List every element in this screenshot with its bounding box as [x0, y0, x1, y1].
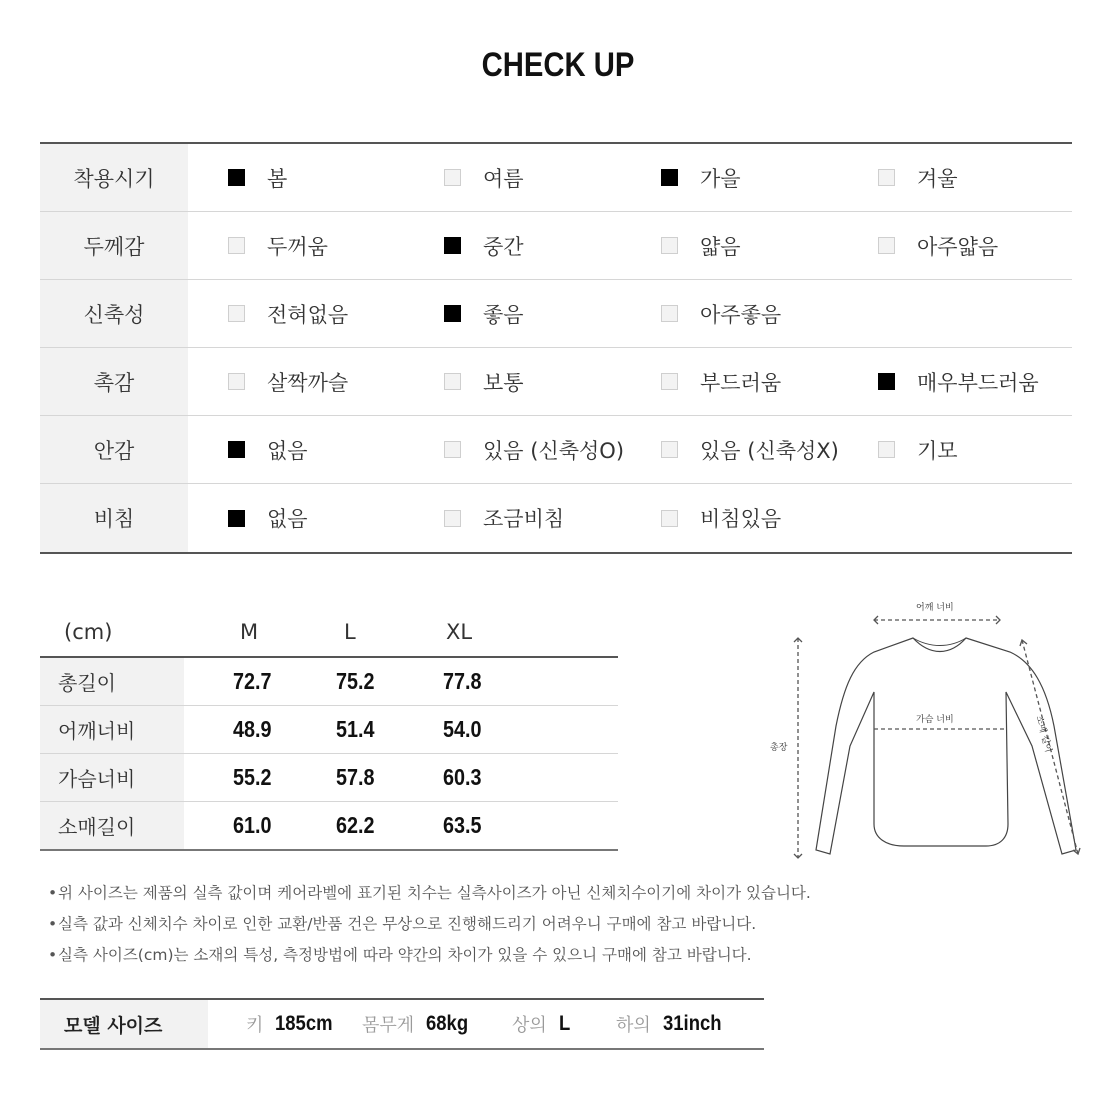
check-option: 좋음: [444, 280, 524, 347]
shoulder-width-label: 어깨 너비: [916, 603, 954, 613]
model-bottom-size: 하의 31inch: [616, 1012, 722, 1036]
size-row: [40, 706, 618, 754]
checked-box-icon: [444, 305, 461, 322]
total-length-label: 총장: [770, 743, 788, 753]
size-value: 61.0: [233, 812, 272, 838]
checked-box-icon: [228, 169, 245, 186]
model-height: 키 185cm: [246, 1012, 333, 1036]
check-row-elasticity: [40, 280, 1072, 348]
check-row-label: 촉감: [40, 348, 188, 415]
check-option: 얇음: [661, 212, 741, 279]
check-option: 아주얇음: [878, 212, 998, 279]
unchecked-box-icon: [444, 441, 461, 458]
unchecked-box-icon: [661, 510, 678, 527]
chest-width-label: 가슴 너비: [916, 715, 954, 725]
unchecked-box-icon: [444, 510, 461, 527]
size-row-label: 소매길이: [40, 802, 184, 849]
checked-box-icon: [444, 237, 461, 254]
note-item: •위 사이즈는 제품의 실측 값이며 케어라벨에 표기된 치수는 실측사이즈가 아닌 신체치수이기에 차이가 있습니다.: [48, 884, 811, 902]
size-value: 63.5: [443, 812, 482, 838]
unchecked-box-icon: [661, 373, 678, 390]
size-value: 55.2: [233, 764, 272, 790]
model-size-label: 모델 사이즈: [40, 1000, 208, 1048]
check-option: 두꺼움: [228, 212, 328, 279]
unchecked-box-icon: [661, 441, 678, 458]
check-option: 보통: [444, 348, 524, 415]
checked-box-icon: [228, 441, 245, 458]
size-row: [40, 754, 618, 802]
garment-diagram: [770, 596, 1090, 900]
check-row-texture: [40, 348, 1072, 416]
checked-box-icon: [878, 373, 895, 390]
check-option: 있음 (신축성O): [444, 416, 624, 483]
notes-list: [48, 878, 811, 971]
check-row-sheerness: [40, 484, 1072, 552]
check-option: 살짝까슬: [228, 348, 348, 415]
unchecked-box-icon: [878, 169, 895, 186]
size-value: 48.9: [233, 716, 272, 742]
size-row: [40, 802, 618, 851]
check-option: 조금비침: [444, 484, 564, 552]
note-item: •실측 사이즈(cm)는 소재의 특성, 측정방법에 따라 약간의 차이가 있을 수 있으니 구매에 참고 바랍니다.: [48, 946, 752, 964]
size-table-header: [40, 606, 618, 658]
check-option: 가을: [661, 144, 741, 211]
check-option: 있음 (신축성X): [661, 416, 839, 483]
unchecked-box-icon: [228, 305, 245, 322]
check-row-season: [40, 144, 1072, 212]
check-table: [40, 142, 1072, 554]
unchecked-box-icon: [228, 237, 245, 254]
check-row-label: 신축성: [40, 280, 188, 347]
size-value: 62.2: [336, 812, 375, 838]
check-option: 겨울: [878, 144, 958, 211]
size-table: [40, 606, 618, 851]
size-value: 75.2: [336, 668, 375, 694]
check-option: 기모: [878, 416, 958, 483]
unchecked-box-icon: [661, 305, 678, 322]
check-option: 봄: [228, 144, 287, 211]
size-value: 72.7: [233, 668, 272, 694]
check-option: 매우부드러움: [878, 348, 1039, 415]
size-value: 77.8: [443, 668, 482, 694]
size-value: 57.8: [336, 764, 375, 790]
size-row-label: 가슴너비: [40, 754, 184, 801]
check-row-label: 두께감: [40, 212, 188, 279]
sleeve-length-label: 소매 길이: [1033, 714, 1053, 754]
model-size-table: [40, 998, 764, 1050]
size-column-m: M: [240, 620, 259, 644]
note-item: •실측 값과 신체치수 차이로 인한 교환/반품 건은 무상으로 진행해드리기 어려우니 구매에 참고 바랍니다.: [48, 915, 757, 933]
check-row-thickness: [40, 212, 1072, 280]
size-value: 51.4: [336, 716, 375, 742]
unchecked-box-icon: [878, 237, 895, 254]
check-option: 전혀없음: [228, 280, 348, 347]
size-column-xl: XL: [446, 620, 473, 644]
unchecked-box-icon: [444, 169, 461, 186]
page-title: CHECK UP: [481, 46, 635, 84]
model-weight: 몸무게 68kg: [362, 1012, 469, 1036]
check-row-label: 착용시기: [40, 144, 188, 211]
check-option: 여름: [444, 144, 524, 211]
unchecked-box-icon: [444, 373, 461, 390]
check-option: 없음: [228, 484, 308, 552]
checked-box-icon: [661, 169, 678, 186]
check-option: 아주좋음: [661, 280, 781, 347]
size-row-label: 총길이: [40, 658, 184, 705]
size-row-label: 어깨너비: [40, 706, 184, 753]
check-row-label: 안감: [40, 416, 188, 483]
unchecked-box-icon: [228, 373, 245, 390]
check-option: 비침있음: [661, 484, 781, 552]
unit-label: (cm): [64, 620, 113, 644]
check-option: 중간: [444, 212, 524, 279]
unchecked-box-icon: [878, 441, 895, 458]
size-value: 54.0: [443, 716, 482, 742]
size-column-l: L: [344, 620, 356, 644]
size-value: 60.3: [443, 764, 482, 790]
size-row: [40, 658, 618, 706]
checked-box-icon: [228, 510, 245, 527]
model-top-size: 상의 L: [512, 1012, 571, 1036]
check-option: 없음: [228, 416, 308, 483]
check-option: 부드러움: [661, 348, 781, 415]
check-row-label: 비침: [40, 484, 188, 552]
unchecked-box-icon: [661, 237, 678, 254]
check-row-lining: [40, 416, 1072, 484]
